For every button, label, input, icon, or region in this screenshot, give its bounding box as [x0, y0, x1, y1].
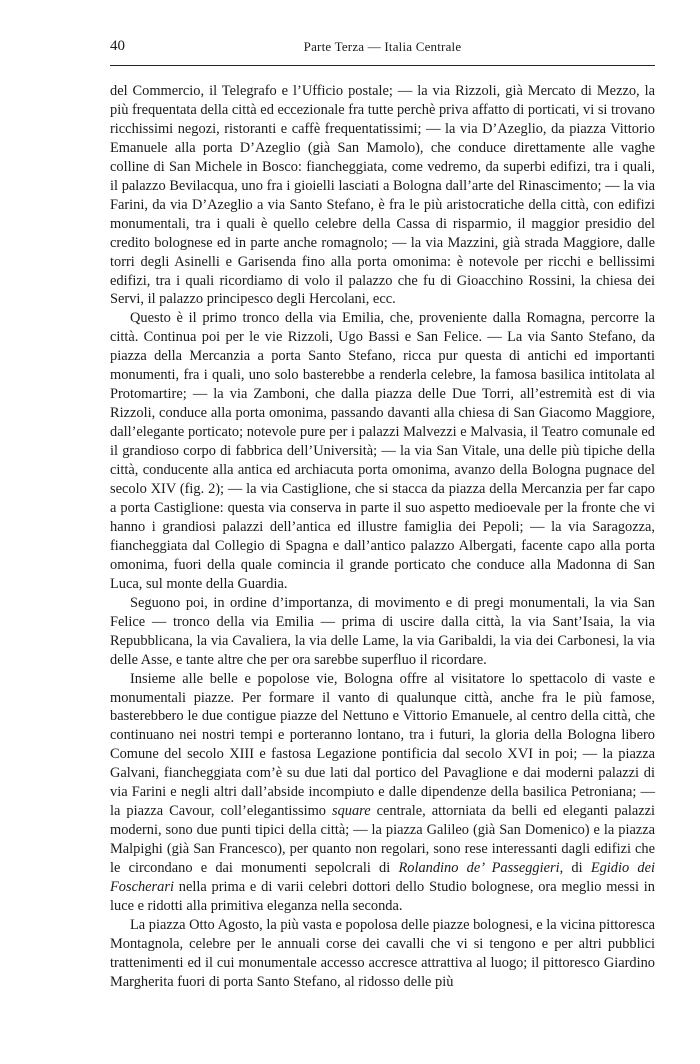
- paragraph: [110, 916, 655, 992]
- page-number: 40: [110, 38, 125, 54]
- page-header: [110, 38, 655, 58]
- text-run: La piazza Otto Agosto, la più vasta e popolosa delle piazze bolognesi, e la vicina pittoresca Montagnola, celebre per le annuali corse dei cavalli che vi si tengono e per altri pubblici trattenimenti ed il cui monumentale accesso accresce attrattiva al luogo; il pittoresco Giardino Margherita fuori di porta Santo Stefano, al ridosso delle più: [110, 916, 655, 990]
- text-run: Seguono poi, in ordine d’importanza, di movimento e di pregi monumentali, la via San Felice — tronco della via Emilia — prima di uscire dalla città, la via Sant’Isaia, la via Repubblicana, la via Cavaliera, la via delle Lame, la via Garibaldi, la via dei Carbonesi, la via delle Asse, e tante altre che per ora sarebbe superfluo il ricordare.: [110, 594, 655, 668]
- body-text: [110, 82, 655, 992]
- text-run: del Commercio, il Telegrafo e l’Ufficio postale; — la via Rizzoli, già Mercato di Mezzo, la più frequentata della città ed eccezionale fra tutte perchè priva affatto di porticati, vi si trovano ricchissimi negozi, ristoranti e caffè frequentatissimi; — la via D’Azeglio, da piazza Vittorio Emanuele alla porta D’Azeglio (già San Mamolo), che conduce direttamente alle vaghe colline di San Michele in Bosco: fiancheggiata, come vedremo, da superbi edifizi, tra i quali, il palazzo Bevilacqua, uno fra i gioielli lasciati a Bologna dall’arte del Rinascimento; — la via Farini, da via D’Azeglio a via Santo Stefano, è fra le più aristocratiche della città, con edifizi monumentali, tra i quali è quello celebre della Cassa di risparmio, il maggior presidio del credito bolognese ed in parte anche romagnolo; — la via Mazzini, già strada Maggiore, dalle torri degli Asinelli e Garisenda fino alla porta omonima: è notevole per ricchi e bellissimi edifizi, tra i quali ricordiamo di volo il palazzo che fu di Gioacchino Rossini, la chiesa dei Servi, il palazzo principesco degli Hercolani, ecc.: [110, 83, 655, 308]
- italic-text: Egidio dei Foscherari: [110, 860, 655, 896]
- italic-text: Rolandino de’ Passeggieri: [398, 860, 560, 877]
- running-title: Parte Terza — Italia Centrale: [303, 39, 462, 54]
- text-run: centrale, attorniata da belli ed eleganti palazzi moderni, sono due punti tipici della città; — la piazza Galileo (già San Domenico) e la piazza Malpighi (già San Francesco), per quanto non regolari, sono rese interessanti dagli edifizi che le circondano e dai monumenti sepolcrali di: [110, 803, 655, 877]
- italic-text: square: [331, 803, 371, 820]
- text-run: nella prima e di varii celebri dottori dello Studio bolognese, ora meglio messi in luce e ridotti alla primitiva eleganza nella seconda.: [110, 879, 655, 914]
- text-run: , di: [559, 860, 591, 877]
- paragraph: [110, 594, 655, 670]
- paragraph: [110, 309, 655, 593]
- text-run: Questo è il primo tronco della via Emilia, che, proveniente dalla Romagna, percorre la città. Continua poi per le vie Rizzoli, Ugo Bassi e San Felice. — La via Santo Stefano, da piazza della Mercanzia a porta Santo Stefano, ricca pur questa di antichi ed importanti monumenti, fra i quali, uno solo basterebbe a renderla celebre, la famosa basilica intitolata al Protomartire; — la via Zamboni, che dalla piazza delle Due Torri, all’estremità est di via Rizzoli, conduce alla porta omonima, passando davanti alla chiesa di San Giacomo Maggiore, dall’elegante porticato; notevole pure per i palazzi Malvezzi e Malvasia, il Teatro comunale ed il grandioso corpo di fabbrica dell’Università; — la via San Vitale, una delle più tipiche della città, conducente alla antica ed archiacuta porta omonima, avanzo della Bologna pugnace del secolo XIV (fig. 2); — la via Castiglione, che si stacca da piazza della Mercanzia per far capo a porta Castiglione: questa via conserva in parte il suo aspetto medioevale per la fronte che vi hanno i grandiosi palazzi dell’antica ed illustre famiglia dei Pepoli; — la via Saragozza, fiancheggiata dal Collegio di Spagna e dall’antico palazzo Albergati, facente capo alla porta omonima, fuori della quale comincia il grande porticato che conduce alla Madonna di San Luca, sul monte della Guardia.: [110, 310, 655, 592]
- paragraph: [110, 82, 655, 309]
- text-run: Insieme alle belle e popolose vie, Bologna offre al visitatore lo spettacolo di vaste e monumentali piazze. Per formare il vanto di qualunque città, anche fra le più famose, basterebbero le due contigue piazze del Nettuno e Vittorio Emanuele, al centro della città, che continuano nei nostri tempi e porteranno lontano, tra i futuri, la gloria della Bologna libero Comune del secolo XIII e fastosa Legazione pontificia dal secolo XVI in poi; — la piazza Galvani, fiancheggiata com’è su due lati dal portico del Pavaglione e dai moderni palazzi di via Farini e negli altri dall’abside incompiuto e dalle dipendenze della basilica Petroniana; — la piazza Cavour, coll’elegantissimo: [110, 670, 655, 820]
- header-rule: [110, 65, 655, 66]
- paragraph: [110, 670, 655, 916]
